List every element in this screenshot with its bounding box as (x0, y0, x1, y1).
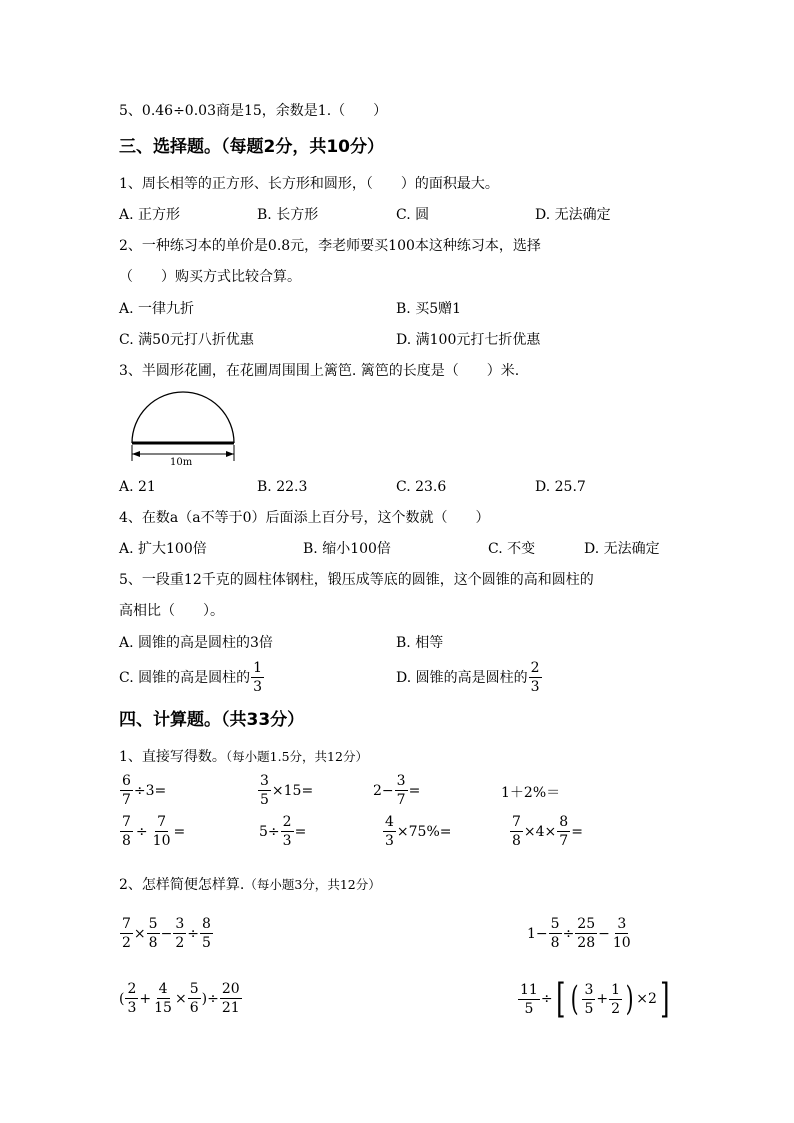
operator: 2− (373, 782, 394, 799)
fraction (120, 774, 133, 807)
q3-2-text-line1: 2、一种练习本的单价是0.8元，李老师要买100本这种练习本，选择 (119, 238, 541, 254)
paren-right: ) (625, 979, 634, 1019)
fraction (258, 774, 271, 807)
numerator: 8 (201, 916, 211, 932)
calc-1 (119, 774, 166, 807)
q3-4-option-b: B. 缩小100倍 (303, 541, 391, 557)
fraction (152, 982, 174, 1015)
q3-5-text-line2: 高相比（ ）。 (119, 603, 224, 619)
denominator: 21 (221, 1000, 240, 1016)
q3-5-option-d (396, 661, 543, 694)
numerator: 7 (122, 916, 131, 932)
denominator: 3 (282, 833, 292, 849)
q3-5-option-a: A. 圆锥的高是圆柱的3倍 (119, 635, 273, 651)
denominator: 5 (260, 792, 269, 808)
q3-5-option-c-label: C. 圆锥的高是圆柱的 (119, 669, 251, 686)
q3-1-option-b: B. 长方形 (257, 207, 319, 223)
numerator: 5 (148, 916, 158, 932)
p1-note: （每小题1.5分，共12分） (225, 749, 368, 764)
operator: 5÷ (259, 823, 280, 840)
q3-1-option-c: C. 圆 (396, 207, 430, 223)
operator: ×2 (636, 991, 657, 1007)
operator: ÷ (135, 823, 148, 840)
q3-4-option-c: C. 不变 (488, 541, 536, 557)
calc-8 (509, 815, 583, 848)
numerator: 3 (175, 916, 185, 932)
denominator: 3 (127, 1000, 137, 1016)
numerator: 3 (396, 773, 406, 789)
denominator: 8 (122, 833, 131, 849)
fraction (173, 917, 186, 950)
q3-5-option-d-label: D. 圆锥的高是圆柱的 (396, 669, 528, 686)
operator: × (133, 925, 146, 942)
p1-title: 1、直接写得数。 (119, 749, 226, 765)
numerator: 5 (550, 916, 560, 932)
denominator: 8 (550, 935, 560, 951)
numerator: 2 (530, 660, 540, 676)
q3-3-option-a: A. 21 (119, 479, 156, 495)
numerator: 4 (385, 814, 394, 830)
denominator: 5 (524, 1000, 534, 1017)
fraction (582, 983, 595, 1016)
operator: )÷ (201, 990, 219, 1007)
fraction (125, 982, 138, 1015)
denominator: 2 (611, 1000, 621, 1017)
judge-question-5: 5、0.46÷0.03商是15，余数是1.（ ） (119, 103, 388, 119)
section-4-title: 四、计算题。（共33分） (119, 710, 305, 730)
fraction (529, 661, 542, 694)
calc-3 (373, 774, 420, 807)
q3-4-text: 4、在数a（a不等于0）后面添上百分号，这个数就（ ） (119, 510, 490, 526)
numerator: 7 (122, 814, 131, 830)
fraction (510, 815, 523, 848)
paren: ( (119, 990, 125, 1007)
calc-2 (257, 774, 313, 807)
bracket-left: [ (555, 976, 566, 1022)
operator: − (598, 925, 610, 942)
operator: 1− (527, 925, 548, 942)
fraction (151, 815, 173, 848)
fraction (120, 917, 133, 950)
denominator: 3 (530, 679, 540, 695)
simplify-1 (119, 917, 214, 950)
numerator: 1 (253, 660, 263, 676)
q3-1-option-a: A. 正方形 (119, 207, 181, 223)
numerator: 6 (122, 773, 131, 789)
fraction (549, 917, 562, 950)
section-3-title: 三、选择题。（每题2分，共10分） (119, 137, 384, 157)
numerator: 2 (127, 981, 137, 997)
fraction (518, 983, 540, 1016)
p2-title: 2、怎样简便怎样算. (119, 877, 245, 893)
q3-2-text-line2: （ ）购买方式比较合算。 (119, 269, 301, 285)
numerator: 20 (221, 981, 240, 997)
denominator: 15 (154, 1000, 172, 1016)
denominator: 10 (612, 935, 631, 951)
fraction (395, 774, 408, 807)
q3-1-option-d: D. 无法确定 (535, 207, 611, 223)
numerator: 2 (282, 814, 292, 830)
numerator: 7 (157, 814, 167, 830)
numerator: 4 (158, 981, 168, 997)
q3-5-option-b: B. 相等 (396, 635, 444, 651)
operator: = (408, 782, 421, 799)
fraction (557, 815, 570, 848)
semicircle-diameter-label: 10m (170, 457, 193, 468)
numerator: 3 (260, 773, 269, 789)
denominator: 7 (559, 833, 569, 849)
numerator: 25 (577, 916, 596, 932)
fraction (220, 982, 242, 1015)
simplify-3 (119, 982, 243, 1015)
operator: = (294, 823, 307, 840)
fraction (147, 917, 160, 950)
paren-left: ( (570, 979, 579, 1019)
p2-note: （每小题3分，共12分） (244, 877, 381, 892)
operator: ÷ (562, 925, 575, 942)
operator: ÷3= (133, 782, 167, 799)
q3-3-option-d: D. 25.7 (535, 479, 586, 495)
fraction (120, 815, 133, 848)
denominator: 6 (189, 1000, 199, 1016)
operator: + (139, 990, 152, 1007)
numerator: 1 (611, 981, 621, 998)
denominator: 2 (122, 935, 131, 951)
denominator: 5 (584, 1000, 594, 1017)
fraction (188, 982, 201, 1015)
calc-4: 1＋2%＝ (501, 785, 561, 801)
denominator: 10 (152, 833, 171, 849)
numerator: 7 (512, 814, 521, 830)
fraction (575, 917, 597, 950)
q3-2-option-c: C. 满50元打八折优惠 (119, 332, 254, 348)
bracket-right: ] (660, 976, 670, 1022)
denominator: 7 (122, 792, 131, 808)
operator: ×4× (523, 823, 557, 840)
denominator: 3 (253, 679, 263, 695)
operator: = (173, 823, 186, 840)
p1-heading (119, 750, 368, 764)
fraction (609, 983, 622, 1016)
numerator: 5 (189, 981, 199, 997)
q3-2-option-b: B. 买5赠1 (396, 301, 462, 317)
q3-1-text: 1、周长相等的正方形、长方形和圆形，（ ）的面积最大。 (119, 176, 499, 192)
denominator: 7 (396, 792, 406, 808)
numerator: 11 (520, 981, 538, 998)
q3-4-option-d: D. 无法确定 (584, 541, 660, 557)
operator: ×75%= (396, 823, 452, 840)
denominator: 2 (175, 935, 185, 951)
simplify-2 (527, 917, 634, 950)
fraction (200, 917, 213, 950)
numerator: 3 (617, 916, 627, 932)
denominator: 5 (201, 935, 211, 951)
q3-3-text: 3、半圆形花圃，在花圃周围围上篱笆. 篱笆的长度是（ ）米. (119, 363, 520, 379)
operator: ×15= (271, 782, 314, 799)
operator: ÷ (540, 991, 553, 1007)
simplify-4 (517, 976, 673, 1022)
operator: = (571, 823, 583, 840)
q3-3-option-c: C. 23.6 (396, 479, 447, 495)
denominator: 8 (148, 935, 158, 951)
q3-2-option-d: D. 满100元打七折优惠 (396, 332, 541, 348)
q3-5-text-line1: 5、一段重12千克的圆柱体钢柱，锻压成等底的圆锥，这个圆锥的高和圆柱的 (119, 572, 594, 588)
q3-3-option-b: B. 22.3 (257, 479, 308, 495)
calc-6 (259, 815, 306, 848)
numerator: 8 (559, 814, 569, 830)
fraction (281, 815, 294, 848)
calc-5 (119, 815, 185, 848)
calc-7 (382, 815, 452, 848)
denominator: 3 (385, 833, 394, 849)
operator: × (174, 990, 187, 1007)
q3-2-option-a: A. 一律九折 (119, 301, 195, 317)
q3-5-option-c (119, 661, 265, 694)
operator: + (596, 991, 609, 1007)
p2-heading (119, 878, 381, 892)
numerator: 3 (584, 981, 594, 998)
q3-4-option-a: A. 扩大100倍 (119, 541, 207, 557)
fraction (383, 815, 396, 848)
fraction (251, 661, 264, 694)
denominator: 28 (577, 935, 596, 951)
operator: − (160, 925, 173, 942)
fraction (611, 917, 633, 950)
operator: ÷ (187, 925, 199, 942)
denominator: 8 (512, 833, 521, 849)
